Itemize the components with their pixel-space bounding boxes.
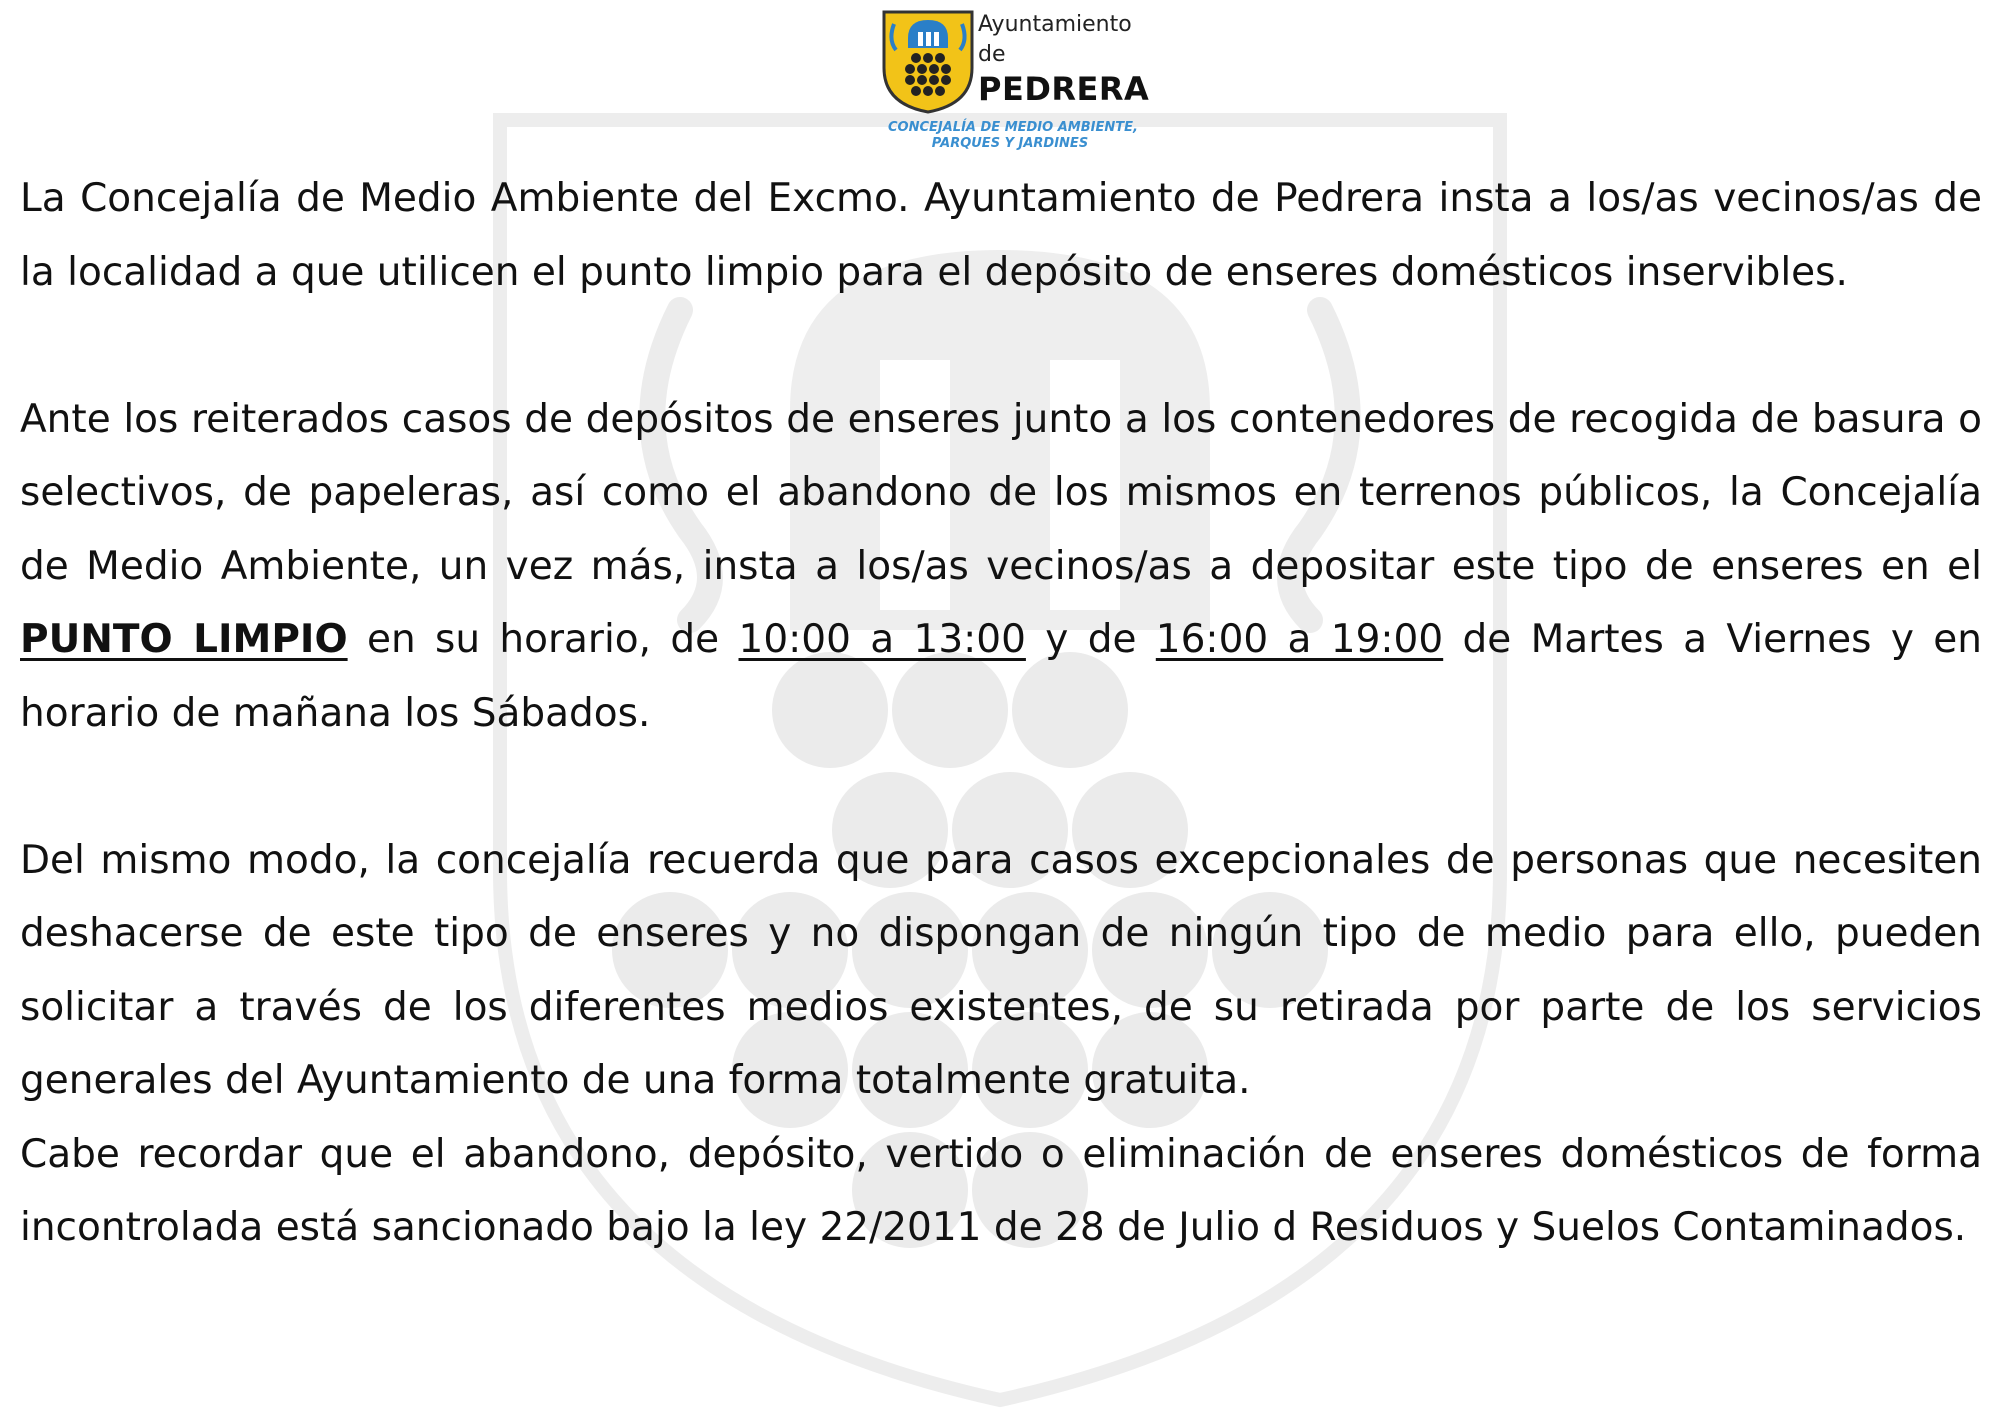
schedule-text-1: Ante los reiterados casos de depósitos de enseres junto a los contenedores de recogida de basura o selectivos, de papeleras, así como el abandono de los mismos en terrenos públicos, la Concejalía de Medio Ambiente, un vez más, insta a los/as vecinos/as a depositar este tipo de enseres en el (20, 396, 1982, 589)
org-name: PEDRERA (978, 70, 1150, 108)
notice-body (20, 162, 1982, 1265)
punto-limpio-highlight: PUNTO LIMPIO (20, 617, 348, 662)
afternoon-hours: 16:00 a 19:00 (1155, 617, 1444, 662)
schedule-text-2: en su horario, de (347, 617, 739, 662)
org-title-line1: Ayuntamiento (978, 12, 1132, 37)
paragraph-intro: La Concejalía de Medio Ambiente del Excmo. Ayuntamiento de Pedrera insta a los/as vecinos/as de la localidad a que utilicen el punto limpio para el depósito de enseres domésticos inservibles. (20, 176, 1982, 295)
paragraph-spacer (20, 750, 1982, 824)
schedule-text-4: de Martes a Viernes y en horario de mañana los Sábados. (20, 617, 1982, 736)
paragraph-schedule (20, 383, 1982, 751)
header-logo (880, 8, 1150, 151)
department-line2: PARQUES Y JARDINES (931, 136, 1089, 151)
schedule-text-3: y de (1025, 617, 1156, 662)
paragraph-pickup-service: Del mismo modo, la concejalía recuerda que para casos excepcionales de personas que necesiten deshacerse de este tipo de enseres y no dispongan de ningún tipo de medio para ello, pueden solicitar a través de los diferentes medios existentes, de su retirada por parte de los servicios generales del Ayuntamiento de una forma totalmente gratuita. (20, 837, 1982, 1103)
municipal-coat-of-arms (880, 8, 976, 114)
paragraph-legal-notice: Cabe recordar que el abandono, depósito, vertido o eliminación de enseres domésticos de forma incontrolada está sancionado bajo la ley 22/2011 de 28 de Julio d Residuos y Suelos Contaminados. (20, 1131, 1982, 1250)
morning-hours: 10:00 a 13:00 (738, 617, 1026, 662)
paragraph-spacer (20, 309, 1982, 383)
department-line1: CONCEJALÍA DE MEDIO AMBIENTE, (888, 120, 1138, 135)
org-title-line2: de (978, 42, 1006, 67)
